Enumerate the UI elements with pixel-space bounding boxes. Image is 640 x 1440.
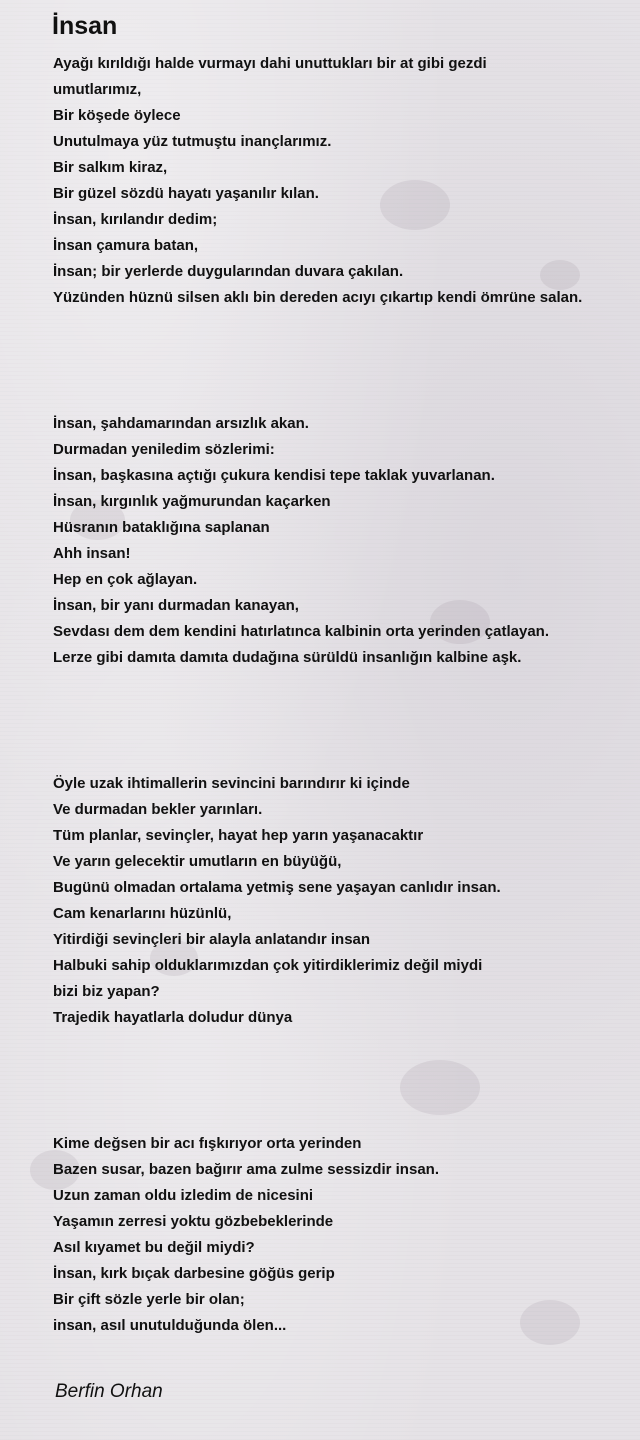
poem-line: Yitirdiği sevinçleri bir alayla anlatandır insan [53,931,371,948]
poem-line: Trajedik hayatlarla doludur dünya [53,1009,293,1026]
stanza [53,411,549,671]
poem-line: Uzun zaman oldu izledim de nicesini [53,1187,314,1204]
poem-line: Bir güzel sözdü hayatı yaşanılır kılan. [53,185,319,202]
poem-line: İnsan, kırılandır dedim; [53,211,218,228]
poem-line: insan, asıl unutulduğunda ölen... [53,1317,287,1334]
poem-line: Yüzünden hüznü silsen aklı bin dereden acıyı çıkartıp kendi ömrüne salan. [53,289,583,306]
poem-line: Bir çift sözle yerle bir olan; [53,1291,245,1308]
poem-line: umutlarımız, [53,81,142,98]
poem-line: Bir köşede öylece [53,107,181,124]
poem-line: Öyle uzak ihtimallerin sevincini barındırır ki içinde [53,775,410,792]
poem-title: İnsan [52,12,118,40]
poem-line: İnsan, kırgınlık yağmurundan kaçarken [53,493,331,510]
stanza [53,1131,439,1339]
poem-line: İnsan çamura batan, [53,237,199,254]
ink-blot [520,1300,580,1345]
poem-line: Lerze gibi damıta damıta dudağına sürüldü insanlığın kalbine aşk. [53,649,522,666]
poem-line: Asıl kıyamet bu değil miydi? [53,1239,255,1256]
stanza [53,771,501,1031]
poem-line: Bazen susar, bazen bağırır ama zulme sessizdir insan. [53,1161,439,1178]
poem-line: bizi biz yapan? [53,983,160,1000]
poem-author: Berfin Orhan [55,1381,163,1402]
poem-line: Bugünü olmadan ortalama yetmiş sene yaşayan canlıdır insan. [53,879,501,896]
poem-line: Yaşamın zerresi yoktu gözbebeklerinde [53,1213,334,1230]
poem-line: İnsan, kırk bıçak darbesine göğüs gerip [53,1265,335,1282]
poem-line: Unutulmaya yüz tutmuştu inançlarımız. [53,133,332,150]
poem-line: Kime değsen bir acı fışkırıyor orta yerinden [53,1135,362,1152]
poem-line: Ahh insan! [53,545,131,562]
poem-line: Bir salkım kiraz, [53,159,168,176]
poem-line: Durmadan yeniledim sözlerimi: [53,441,275,458]
poem-line: İnsan, şahdamarından arsızlık akan. [53,415,309,432]
poem-line: Tüm planlar, sevinçler, hayat hep yarın yaşanacaktır [53,827,424,844]
stanza [53,51,582,311]
poem-line: Hep en çok ağlayan. [53,571,198,588]
poem-line: Ve durmadan bekler yarınları. [53,801,263,818]
poem-line: Sevdası dem dem kendini hatırlatınca kalbinin orta yerinden çatlayan. [53,623,549,640]
poem-line: Hüsranın bataklığına saplanan [53,519,270,536]
poem-line: Ve yarın gelecektir umutların en büyüğü, [53,853,342,870]
poem-line: Cam kenarlarını hüzünlü, [53,905,232,922]
ink-blot [400,1060,480,1115]
poem-line: İnsan, başkasına açtığı çukura kendisi tepe taklak yuvarlanan. [53,467,495,484]
poem-line: Halbuki sahip olduklarımızdan çok yitirdiklerimiz değil miydi [53,957,483,974]
poem-line: İnsan; bir yerlerde duygularından duvara çakılan. [53,263,404,280]
poem-line: İnsan, bir yanı durmadan kanayan, [53,597,299,614]
poem-line: Ayağı kırıldığı halde vurmayı dahi unuttukları bir at gibi gezdi [53,55,487,72]
